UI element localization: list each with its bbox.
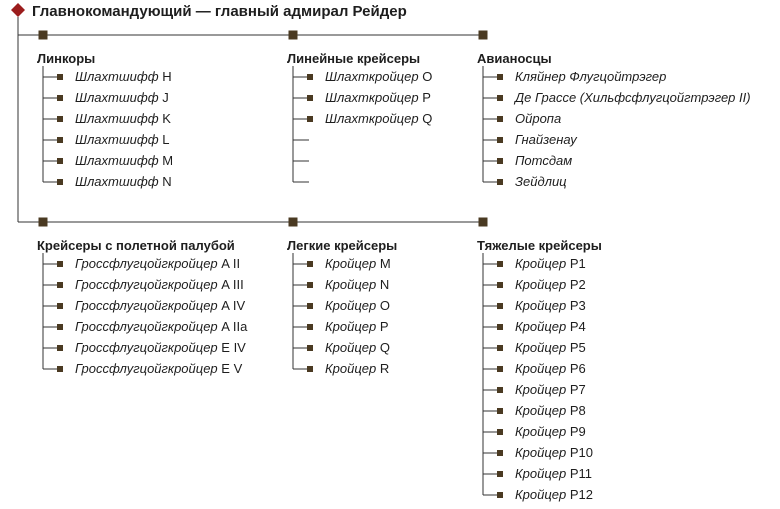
item-name: Кройцер: [325, 319, 377, 334]
item-designation: A IV: [217, 298, 246, 313]
item-name: Гроссфлугцойгкройцер: [75, 277, 218, 292]
branch-node-6: [479, 218, 488, 227]
item-name: Кройцер: [515, 487, 567, 502]
list-item: [515, 319, 586, 335]
list-item: [515, 69, 666, 85]
item-bullet-icon: [497, 95, 503, 101]
item-designation: A IIa: [217, 319, 248, 334]
item-bullet-icon: [497, 158, 503, 164]
item-designation: Q: [418, 111, 433, 126]
item-designation: L: [158, 132, 170, 147]
group-title: Авианосцы: [477, 51, 552, 66]
list-item: [325, 319, 389, 335]
item-bullet-icon: [497, 492, 503, 498]
item-designation: O: [376, 298, 390, 313]
item-name: Кройцер: [515, 256, 567, 271]
item-designation: R: [376, 361, 390, 376]
item-designation: P8: [566, 403, 586, 418]
list-item: [75, 361, 242, 377]
item-designation: M: [376, 256, 391, 271]
item-name: Шлахтшифф: [75, 132, 159, 147]
item-name: Шлахткройцер: [325, 69, 419, 84]
list-item: [515, 90, 751, 106]
item-bullet-icon: [57, 261, 63, 267]
item-bullet-icon: [57, 158, 63, 164]
item-bullet-icon: [57, 179, 63, 185]
item-name: Потсдам: [515, 153, 573, 168]
item-bullet-icon: [57, 366, 63, 372]
list-item: [515, 361, 586, 377]
group-title: Крейсеры с полетной палубой: [37, 238, 235, 253]
item-designation: J: [158, 90, 169, 105]
item-bullet-icon: [497, 179, 503, 185]
item-designation: P2: [566, 277, 586, 292]
list-item: [325, 256, 391, 272]
item-designation: N: [158, 174, 172, 189]
item-name: Шлахтшифф: [75, 69, 159, 84]
item-name: Кройцер: [515, 445, 567, 460]
item-bullet-icon: [57, 282, 63, 288]
item-bullet-icon: [57, 137, 63, 143]
item-bullet-icon: [57, 116, 63, 122]
item-name: Кройцер: [515, 298, 567, 313]
item-designation: E V: [217, 361, 243, 376]
item-name: Шлахткройцер: [325, 90, 419, 105]
item-designation: A III: [217, 277, 244, 292]
list-item: [75, 132, 169, 148]
list-item: [75, 174, 172, 190]
item-bullet-icon: [497, 282, 503, 288]
item-name: Де Грассе (Хильфсфлугцойгтрэгер II): [515, 90, 751, 105]
list-item: [75, 277, 244, 293]
item-name: Шлахтшифф: [75, 153, 159, 168]
list-item: [325, 340, 390, 356]
list-item: [75, 298, 245, 314]
item-bullet-icon: [497, 303, 503, 309]
item-bullet-icon: [497, 74, 503, 80]
item-name: Кройцер: [515, 319, 567, 334]
item-name: Гроссфлугцойгкройцер: [75, 319, 218, 334]
item-designation: P: [418, 90, 431, 105]
chart-title: Главнокомандующий — главный адмирал Рейдер: [32, 3, 407, 20]
item-bullet-icon: [57, 74, 63, 80]
item-name: Гроссфлугцойгкройцер: [75, 340, 218, 355]
item-bullet-icon: [307, 345, 313, 351]
item-designation: P9: [566, 424, 586, 439]
item-designation: H: [158, 69, 172, 84]
branch-node-4: [39, 218, 48, 227]
item-name: Гроссфлугцойгкройцер: [75, 361, 218, 376]
list-item: [325, 111, 432, 127]
item-designation: O: [418, 69, 433, 84]
item-designation: P: [376, 319, 389, 334]
list-item: [515, 382, 586, 398]
root-diamond-icon: [11, 3, 25, 17]
item-name: Кройцер: [515, 340, 567, 355]
item-bullet-icon: [497, 324, 503, 330]
group-title: Линкоры: [37, 51, 96, 66]
item-designation: P5: [566, 340, 586, 355]
group-title: Легкие крейсеры: [287, 238, 398, 253]
list-item: [75, 90, 169, 106]
list-item: [325, 361, 389, 377]
item-designation: P3: [566, 298, 586, 313]
item-name: Шлахткройцер: [325, 111, 419, 126]
item-designation: N: [376, 277, 390, 292]
item-designation: P10: [566, 445, 593, 460]
list-item: [515, 111, 561, 127]
item-designation: P12: [566, 487, 593, 502]
item-bullet-icon: [497, 366, 503, 372]
item-name: Кройцер: [515, 277, 567, 292]
list-item: [515, 466, 592, 482]
list-item: [75, 256, 240, 272]
item-bullet-icon: [57, 324, 63, 330]
item-name: Кройцер: [515, 466, 567, 481]
item-bullet-icon: [497, 261, 503, 267]
item-bullet-icon: [497, 137, 503, 143]
list-item: [515, 132, 577, 148]
group-title: Линейные крейсеры: [287, 51, 421, 66]
item-bullet-icon: [497, 429, 503, 435]
item-name: Кройцер: [325, 256, 377, 271]
item-name: Шлахтшифф: [75, 111, 159, 126]
item-designation: P1: [566, 256, 586, 271]
item-name: Кройцер: [325, 361, 377, 376]
item-name: Кройцер: [325, 340, 377, 355]
list-item: [515, 340, 586, 356]
item-designation: Q: [376, 340, 390, 355]
item-designation: M: [158, 153, 174, 168]
item-bullet-icon: [307, 366, 313, 372]
item-bullet-icon: [307, 74, 313, 80]
list-item: [515, 277, 586, 293]
item-name: Гнайзенау: [515, 132, 577, 147]
item-bullet-icon: [307, 261, 313, 267]
branch-node-2: [289, 31, 298, 40]
item-bullet-icon: [497, 387, 503, 393]
item-name: Кройцер: [325, 298, 377, 313]
item-bullet-icon: [497, 408, 503, 414]
item-bullet-icon: [497, 450, 503, 456]
list-item: [325, 277, 389, 293]
list-item: [515, 487, 593, 503]
item-bullet-icon: [497, 345, 503, 351]
branch-node-3: [479, 31, 488, 40]
item-name: Шлахтшифф: [75, 174, 159, 189]
list-item: [515, 153, 572, 169]
item-designation: P6: [566, 361, 586, 376]
list-item: [515, 445, 593, 461]
item-name: Кройцер: [515, 382, 567, 397]
item-designation: P7: [566, 382, 586, 397]
list-item: [75, 111, 171, 127]
item-name: Гроссфлугцойгкройцер: [75, 298, 218, 313]
item-bullet-icon: [57, 95, 63, 101]
branch-node-1: [39, 31, 48, 40]
list-item: [75, 340, 246, 356]
item-bullet-icon: [57, 345, 63, 351]
item-bullet-icon: [307, 116, 313, 122]
item-name: Кройцер: [515, 424, 567, 439]
list-item: [515, 256, 586, 272]
list-item: [325, 90, 431, 106]
list-item: [515, 403, 586, 419]
group-title: Тяжелые крейсеры: [477, 238, 602, 253]
list-item: [325, 69, 432, 85]
list-item: [75, 69, 172, 85]
item-name: Гроссфлугцойгкройцер: [75, 256, 218, 271]
item-designation: E IV: [217, 340, 246, 355]
item-name: Кляйнер Флугцойтрэгер: [515, 69, 667, 84]
list-item: [515, 424, 586, 440]
list-item: [515, 298, 586, 314]
list-item: [515, 174, 567, 190]
item-name: Кройцер: [515, 403, 567, 418]
item-bullet-icon: [57, 303, 63, 309]
item-designation: A II: [217, 256, 241, 271]
item-name: Шлахтшифф: [75, 90, 159, 105]
item-bullet-icon: [307, 282, 313, 288]
item-bullet-icon: [307, 95, 313, 101]
item-name: Кройцер: [325, 277, 377, 292]
item-bullet-icon: [307, 303, 313, 309]
item-name: Кройцер: [515, 361, 567, 376]
item-bullet-icon: [307, 324, 313, 330]
item-bullet-icon: [497, 116, 503, 122]
list-item: [75, 319, 247, 335]
list-item: [325, 298, 390, 314]
item-name: Ойропа: [515, 111, 562, 126]
item-bullet-icon: [497, 471, 503, 477]
branch-node-5: [289, 218, 298, 227]
item-designation: K: [158, 111, 171, 126]
item-name: Зейдлиц: [515, 174, 567, 189]
list-item: [75, 153, 173, 169]
item-designation: P4: [566, 319, 586, 334]
item-designation: P11: [566, 466, 593, 481]
